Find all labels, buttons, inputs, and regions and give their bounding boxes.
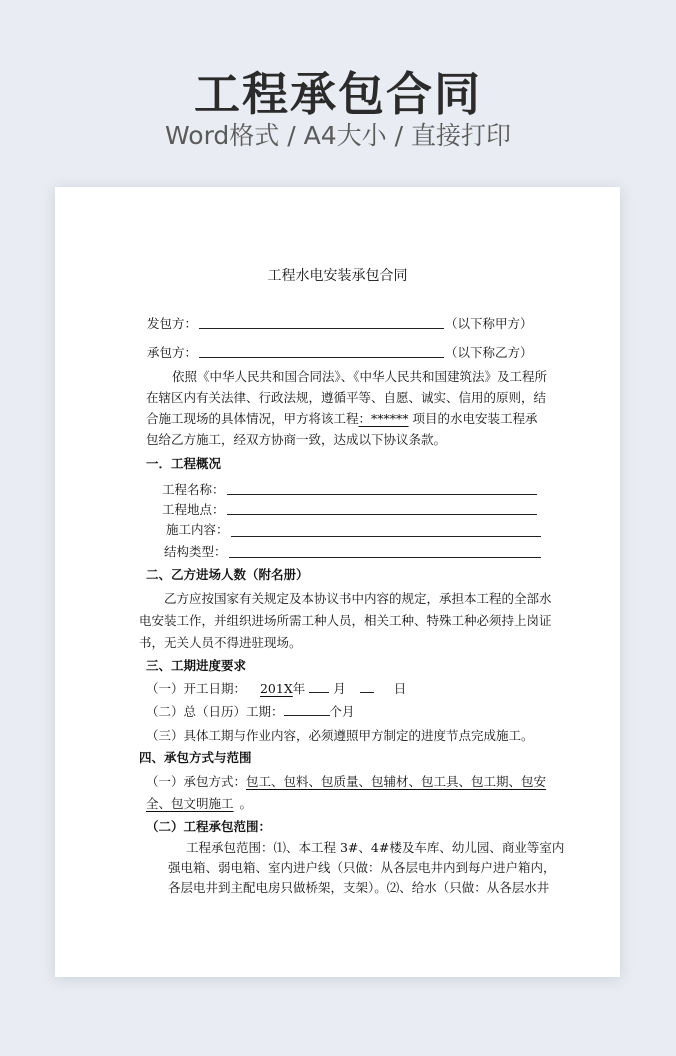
scope-line-3: 各层电井到主配电房只做桥架，支架）。⑵、给水（只做：从各层水井: [168, 880, 550, 895]
field-project-location-label: 工程地点：: [162, 502, 225, 517]
party-a-blank[interactable]: [199, 328, 444, 329]
duration-label: （二）总（日历）工期：: [146, 704, 284, 719]
start-date-day-blank[interactable]: [360, 680, 374, 693]
contract-method-row: [146, 772, 546, 792]
project-name: ：******: [358, 411, 409, 426]
start-date-row: [146, 679, 406, 699]
day-unit: 日: [393, 681, 407, 696]
section-2-line-1: 乙方应按国家有关规定及本协议书中内容的规定，承担本工程的全部水: [164, 591, 552, 606]
intro-line-2: 在辖区内有关法律、行政法规，遵循平等、自愿、诚实、信用的原则，结: [146, 390, 547, 405]
scope-heading-row: [146, 817, 271, 837]
document-body: [55, 187, 620, 977]
month-unit: 月: [333, 681, 346, 696]
contract-method-row-2: [146, 794, 252, 814]
party-b-blank[interactable]: [199, 357, 444, 358]
duration-unit: 个月: [329, 704, 355, 719]
intro-line-1: 依照《中华人民共和国合同法》、《中华人民共和国建筑法》及工程所: [172, 369, 548, 384]
section-2-line-3: 书，无关人员不得进驻现场。: [139, 635, 302, 650]
document-title: 工程水电安装承包合同: [267, 268, 408, 284]
contract-method-end: 。: [239, 796, 253, 811]
section-2-heading: 二、乙方进场人数（附名册）: [146, 567, 309, 582]
field-project-name-blank[interactable]: [227, 494, 537, 495]
scope-line-1: 工程承包范围：⑴、本工程 3#、4#楼及车库、幼儿园、商业等室内: [186, 840, 565, 855]
section-2-line-2: 电安装工作，并组织进场所需工种人员，相关工种、特殊工种必须持上岗证: [139, 613, 552, 628]
party-a-label: 发包方：: [147, 316, 198, 331]
start-date-month-blank[interactable]: [309, 680, 329, 693]
hero-title: 工程承包合同: [194, 67, 482, 121]
section-4-heading: 四、承包方式与范围: [139, 750, 252, 765]
section-3-heading: 三、工期进度要求: [146, 658, 247, 673]
intro-line-3-post: 项目的水电安装工程承: [412, 411, 538, 426]
intro-line-3-pre: 合施工现场的具体情况，甲方将该工程: [146, 411, 359, 426]
start-date-year[interactable]: 201X: [259, 681, 293, 696]
party-a-suffix: （以下称甲方）: [445, 316, 533, 331]
contract-method-value-1: 包工、包料、包质量、包辅材、包工具、包工期、包安: [246, 774, 547, 789]
start-date-label: （一）开工日期：: [146, 681, 247, 696]
scope-line-2: 强电箱、弱电箱、室内进户线（只做：从各层电井内到每户进户箱内，: [168, 860, 556, 875]
duration-row: [146, 702, 355, 722]
field-structure-type-blank[interactable]: [229, 557, 541, 558]
field-project-location-blank[interactable]: [227, 514, 537, 515]
document-page: [55, 187, 620, 977]
scope-heading: （二）工程承包范围：: [146, 819, 272, 834]
contract-method-value-2: 全、包文明施工: [146, 796, 234, 811]
intro-line-4: 包给乙方施工，经双方协商一致，达成以下协议条款。: [146, 432, 447, 447]
field-construction-content-label: 施工内容：: [166, 522, 229, 537]
party-b-suffix: （以下称乙方）: [445, 345, 533, 360]
section-1-heading: 一．工程概况: [146, 456, 222, 471]
field-construction-content-blank[interactable]: [231, 536, 541, 537]
hero-subtitle: Word格式 / A4大小 / 直接打印: [165, 121, 511, 150]
schedule-note: （三）具体工期与作业内容，必须遵照甲方制定的进度节点完成施工。: [146, 728, 534, 743]
field-structure-type-label: 结构类型：: [164, 544, 227, 559]
intro-line-3: [146, 409, 538, 429]
duration-blank[interactable]: [284, 703, 330, 716]
contract-method-label: （一）承包方式：: [146, 774, 247, 789]
year-unit: 年: [292, 681, 306, 696]
party-b-label: 承包方：: [147, 345, 198, 360]
field-project-name-label: 工程名称：: [162, 482, 225, 497]
